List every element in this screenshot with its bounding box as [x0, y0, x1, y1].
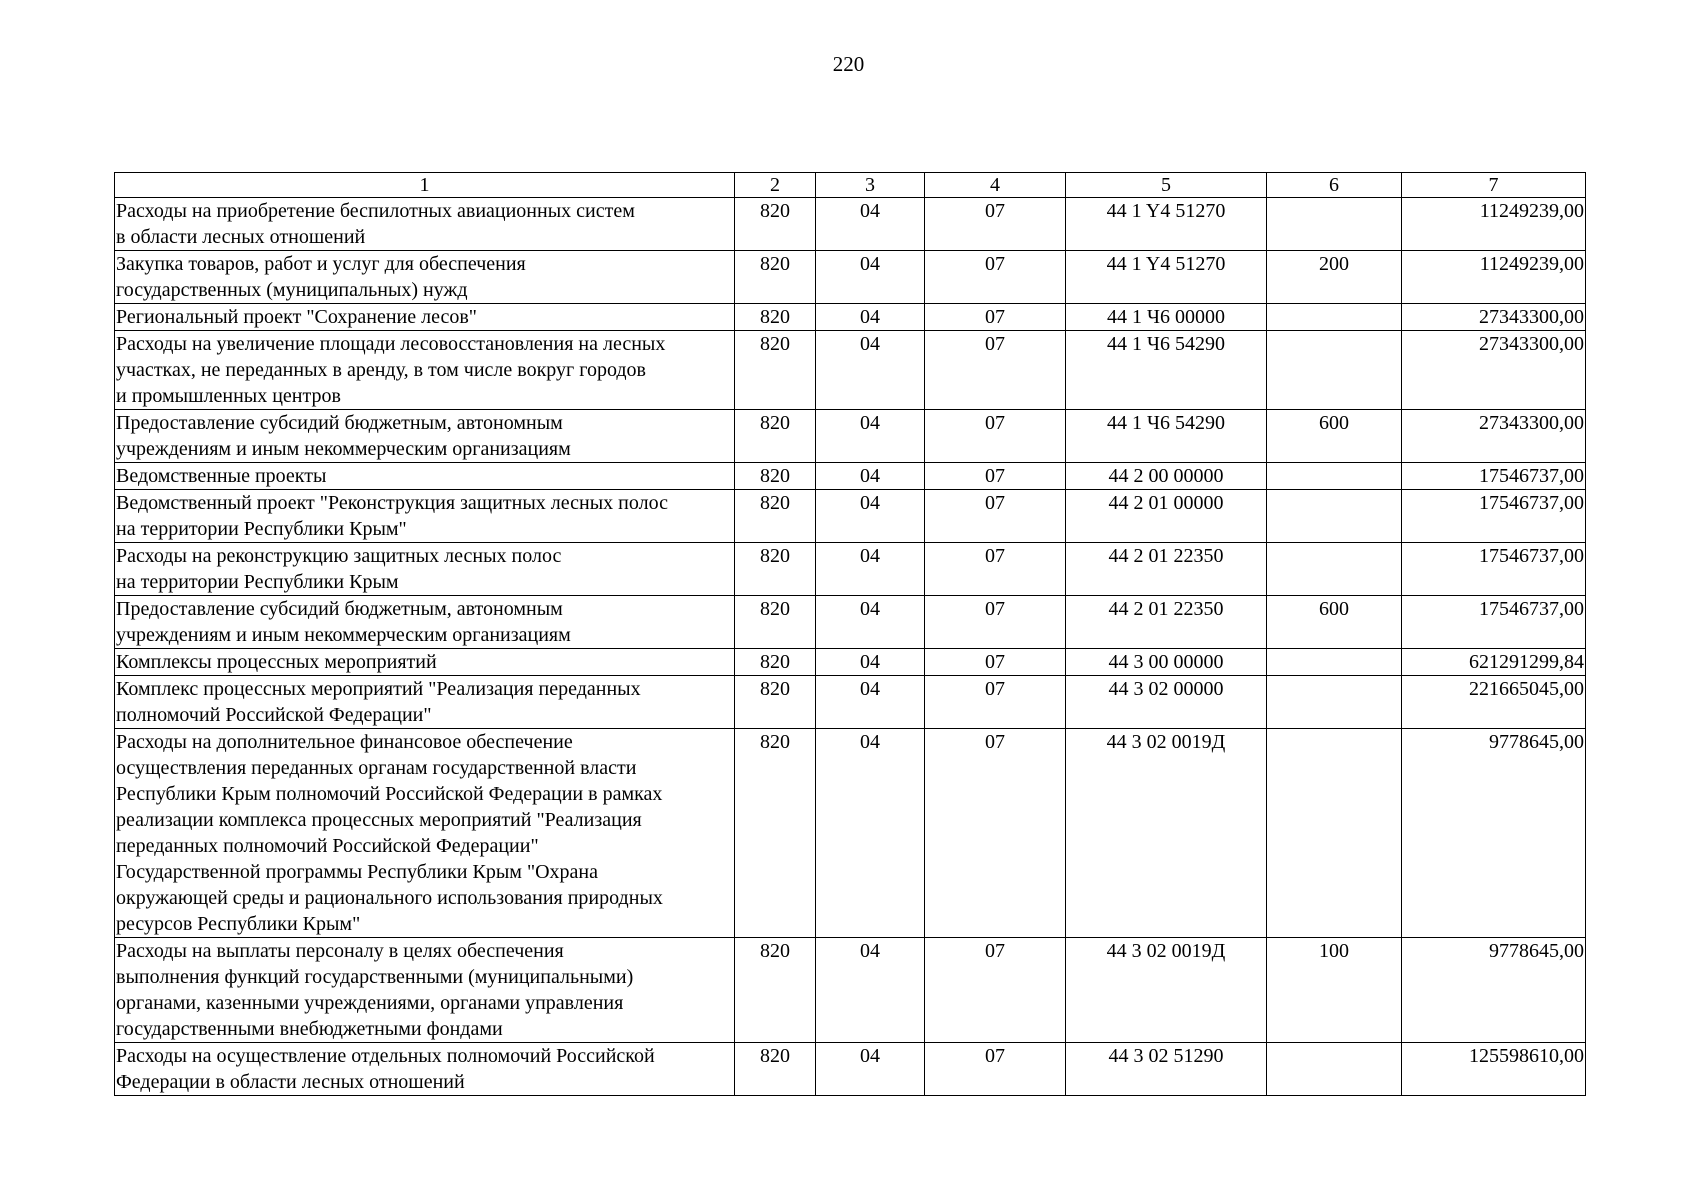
table-row: [115, 938, 1586, 1043]
subsection-code: 07: [925, 410, 1066, 463]
expense-type-code: [1267, 543, 1402, 596]
expense-type-code: [1267, 729, 1402, 938]
expense-type-code: 100: [1267, 938, 1402, 1043]
target-article-code: 44 1 Ч6 54290: [1066, 331, 1267, 410]
subsection-code: 07: [925, 251, 1066, 304]
description-line: Расходы на приобретение беспилотных авиационных систем: [116, 200, 635, 222]
column-header-2: 2: [735, 173, 816, 198]
expense-type-code: [1267, 649, 1402, 676]
department-code: 820: [735, 543, 816, 596]
row-description: [115, 463, 735, 490]
subsection-code: 07: [925, 490, 1066, 543]
table-row: [115, 729, 1586, 938]
description-line: Государственной программы Республики Крым "Охрана: [116, 861, 599, 883]
row-description: [115, 1043, 735, 1096]
section-code: 04: [816, 649, 925, 676]
table-row: [115, 331, 1586, 410]
department-code: 820: [735, 251, 816, 304]
amount: 9778645,00: [1402, 729, 1586, 938]
target-article-code: 44 3 00 00000: [1066, 649, 1267, 676]
section-code: 04: [816, 1043, 925, 1096]
section-code: 04: [816, 596, 925, 649]
description-line: Республики Крым полномочий Российской Федерации в рамках: [116, 783, 663, 805]
subsection-code: 07: [925, 649, 1066, 676]
table-row: [115, 490, 1586, 543]
target-article-code: 44 2 01 22350: [1066, 543, 1267, 596]
description-line: Расходы на реконструкцию защитных лесных полос: [116, 545, 562, 567]
target-article-code: 44 1 Ч6 00000: [1066, 304, 1267, 331]
description-line: Региональный проект "Сохранение лесов": [116, 306, 477, 328]
amount: 9778645,00: [1402, 938, 1586, 1043]
row-description: [115, 938, 735, 1043]
department-code: 820: [735, 463, 816, 490]
description-line: полномочий Российской Федерации": [116, 704, 432, 726]
description-line: участках, не переданных в аренду, в том числе вокруг городов: [116, 359, 646, 381]
target-article-code: 44 1 Ч6 54290: [1066, 410, 1267, 463]
description-line: Расходы на осуществление отдельных полномочий Российской: [116, 1045, 655, 1067]
budget-table: [114, 172, 1586, 1096]
column-header-1: 1: [115, 173, 735, 198]
amount: 17546737,00: [1402, 490, 1586, 543]
expense-type-code: 200: [1267, 251, 1402, 304]
row-description: [115, 649, 735, 676]
column-header-6: 6: [1267, 173, 1402, 198]
department-code: 820: [735, 676, 816, 729]
description-line: Предоставление субсидий бюджетным, автономным: [116, 412, 563, 434]
description-line: Расходы на увеличение площади лесовосстановления на лесных: [116, 333, 666, 355]
amount: 621291299,84: [1402, 649, 1586, 676]
subsection-code: 07: [925, 331, 1066, 410]
expense-type-code: 600: [1267, 596, 1402, 649]
description-line: в области лесных отношений: [116, 226, 366, 248]
section-code: 04: [816, 410, 925, 463]
description-line: Расходы на выплаты персоналу в целях обеспечения: [116, 940, 564, 962]
amount: 27343300,00: [1402, 331, 1586, 410]
department-code: 820: [735, 198, 816, 251]
description-line: реализации комплекса процессных мероприятий "Реализация: [116, 809, 642, 831]
table-row: [115, 410, 1586, 463]
target-article-code: 44 1 Y4 51270: [1066, 251, 1267, 304]
section-code: 04: [816, 251, 925, 304]
row-description: [115, 331, 735, 410]
subsection-code: 07: [925, 463, 1066, 490]
description-line: органами, казенными учреждениями, органами управления: [116, 992, 624, 1014]
section-code: 04: [816, 463, 925, 490]
section-code: 04: [816, 676, 925, 729]
description-line: учреждениям и иным некоммерческим организациям: [116, 624, 571, 646]
expense-type-code: [1267, 463, 1402, 490]
row-description: [115, 729, 735, 938]
row-description: [115, 198, 735, 251]
section-code: 04: [816, 543, 925, 596]
description-line: Расходы на дополнительное финансовое обеспечение: [116, 731, 573, 753]
department-code: 820: [735, 649, 816, 676]
amount: 27343300,00: [1402, 410, 1586, 463]
department-code: 820: [735, 410, 816, 463]
description-line: на территории Республики Крым: [116, 571, 399, 593]
amount: 17546737,00: [1402, 543, 1586, 596]
description-line: Ведомственный проект "Реконструкция защитных лесных полос: [116, 492, 668, 514]
subsection-code: 07: [925, 676, 1066, 729]
column-header-4: 4: [925, 173, 1066, 198]
target-article-code: 44 3 02 0019Д: [1066, 729, 1267, 938]
column-number-header-row: [115, 173, 1586, 198]
department-code: 820: [735, 938, 816, 1043]
description-line: государственных (муниципальных) нужд: [116, 279, 468, 301]
page-number: 220: [832, 52, 865, 76]
table-row: [115, 676, 1586, 729]
column-header-5: 5: [1066, 173, 1267, 198]
description-line: ресурсов Республики Крым": [116, 913, 361, 935]
target-article-code: 44 2 01 00000: [1066, 490, 1267, 543]
description-line: переданных полномочий Российской Федерации": [116, 835, 539, 857]
description-line: Предоставление субсидий бюджетным, автономным: [116, 598, 563, 620]
description-line: окружающей среды и рационального использования природных: [116, 887, 663, 909]
section-code: 04: [816, 938, 925, 1043]
expense-type-code: [1267, 331, 1402, 410]
table-row: [115, 543, 1586, 596]
target-article-code: 44 3 02 51290: [1066, 1043, 1267, 1096]
section-code: 04: [816, 304, 925, 331]
table-row: [115, 304, 1586, 331]
department-code: 820: [735, 490, 816, 543]
description-line: Комплексы процессных мероприятий: [116, 651, 437, 673]
row-description: [115, 543, 735, 596]
description-line: Закупка товаров, работ и услуг для обеспечения: [116, 253, 526, 275]
amount: 221665045,00: [1402, 676, 1586, 729]
subsection-code: 07: [925, 543, 1066, 596]
column-header-7: 7: [1402, 173, 1586, 198]
expense-type-code: [1267, 304, 1402, 331]
description-line: на территории Республики Крым": [116, 518, 407, 540]
row-description: [115, 490, 735, 543]
expense-type-code: [1267, 1043, 1402, 1096]
amount: 11249239,00: [1402, 198, 1586, 251]
target-article-code: 44 2 00 00000: [1066, 463, 1267, 490]
description-line: выполнения функций государственными (муниципальными): [116, 966, 634, 988]
table-row: [115, 463, 1586, 490]
description-line: и промышленных центров: [116, 385, 341, 407]
row-description: [115, 596, 735, 649]
target-article-code: 44 3 02 00000: [1066, 676, 1267, 729]
section-code: 04: [816, 331, 925, 410]
expense-type-code: 600: [1267, 410, 1402, 463]
description-line: Ведомственные проекты: [116, 465, 327, 487]
target-article-code: 44 3 02 0019Д: [1066, 938, 1267, 1043]
column-header-3: 3: [816, 173, 925, 198]
description-line: осуществления переданных органам государственной власти: [116, 757, 637, 779]
description-line: учреждениям и иным некоммерческим организациям: [116, 438, 571, 460]
description-line: Комплекс процессных мероприятий "Реализация переданных: [116, 678, 641, 700]
table-row: [115, 251, 1586, 304]
subsection-code: 07: [925, 729, 1066, 938]
section-code: 04: [816, 729, 925, 938]
amount: 11249239,00: [1402, 251, 1586, 304]
table-row: [115, 649, 1586, 676]
department-code: 820: [735, 1043, 816, 1096]
subsection-code: 07: [925, 596, 1066, 649]
amount: 17546737,00: [1402, 596, 1586, 649]
amount: 27343300,00: [1402, 304, 1586, 331]
amount: 17546737,00: [1402, 463, 1586, 490]
subsection-code: 07: [925, 198, 1066, 251]
target-article-code: 44 2 01 22350: [1066, 596, 1267, 649]
row-description: [115, 676, 735, 729]
subsection-code: 07: [925, 1043, 1066, 1096]
department-code: 820: [735, 331, 816, 410]
section-code: 04: [816, 490, 925, 543]
section-code: 04: [816, 198, 925, 251]
expense-type-code: [1267, 198, 1402, 251]
table-row: [115, 198, 1586, 251]
subsection-code: 07: [925, 938, 1066, 1043]
table-body: [115, 198, 1586, 1096]
description-line: государственными внебюджетными фондами: [116, 1018, 503, 1040]
row-description: [115, 251, 735, 304]
row-description: [115, 304, 735, 331]
table-row: [115, 1043, 1586, 1096]
expense-type-code: [1267, 490, 1402, 543]
subsection-code: 07: [925, 304, 1066, 331]
expense-type-code: [1267, 676, 1402, 729]
table-row: [115, 596, 1586, 649]
row-description: [115, 410, 735, 463]
department-code: 820: [735, 304, 816, 331]
description-line: Федерации в области лесных отношений: [116, 1071, 465, 1093]
department-code: 820: [735, 596, 816, 649]
target-article-code: 44 1 Y4 51270: [1066, 198, 1267, 251]
department-code: 820: [735, 729, 816, 938]
amount: 125598610,00: [1402, 1043, 1586, 1096]
